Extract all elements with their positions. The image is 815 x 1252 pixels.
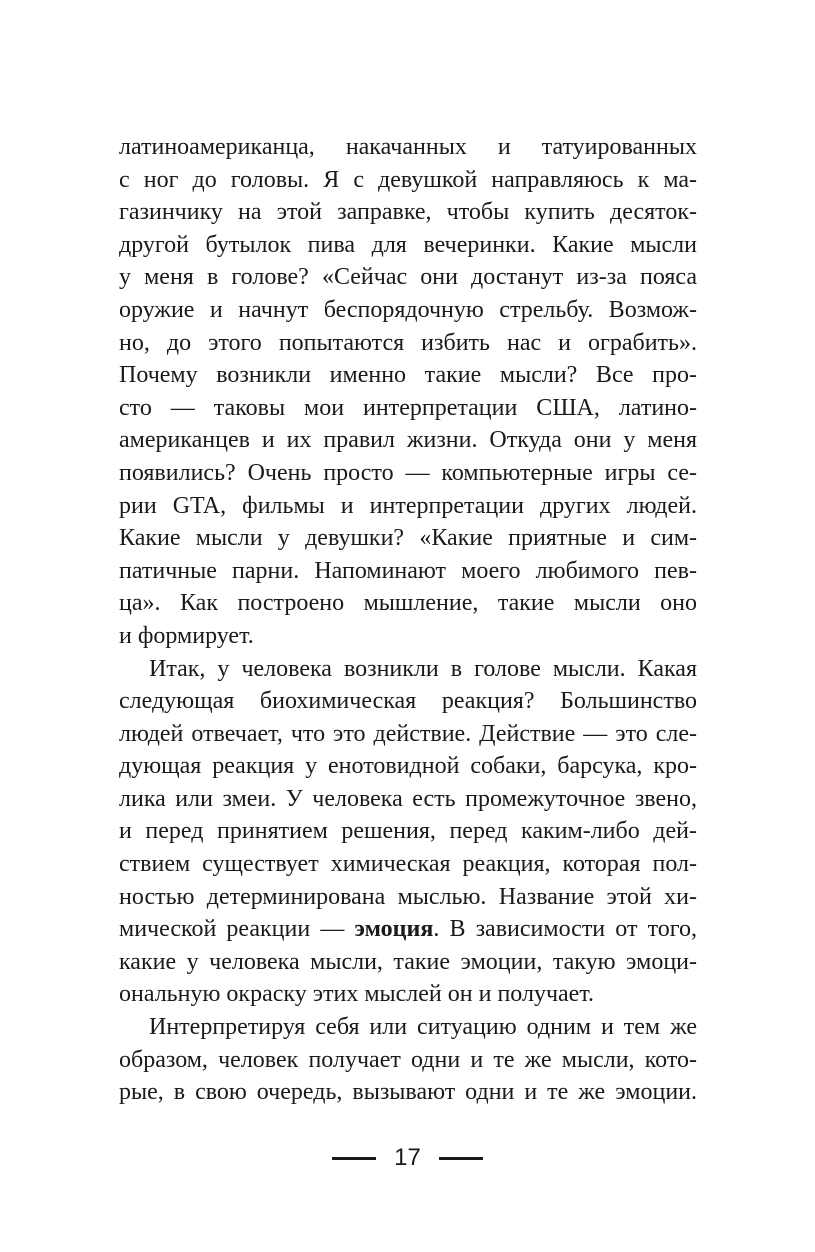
text-line: другой бутылок пива для вечеринки. Какие мысли bbox=[119, 231, 697, 258]
text-line: образом, человек получает одни и те же мысли, кото- bbox=[119, 1046, 697, 1073]
text-line: Почему возникли именно такие мысли? Все про- bbox=[119, 362, 697, 389]
text-line: Какие мысли у девушки? «Какие приятные и сим- bbox=[119, 525, 697, 552]
text-line: Интерпретируя себя или ситуацию одним и тем же bbox=[149, 1014, 697, 1041]
text-line: лика или змеи. У человека есть промежуточное звено, bbox=[119, 785, 697, 812]
page-number: 17 bbox=[394, 1144, 421, 1171]
paragraph-1 bbox=[119, 131, 697, 653]
text-line-with-term bbox=[119, 913, 697, 946]
text-line: сто — таковы мои интерпретации США, латино- bbox=[119, 394, 697, 421]
footer-dash-left bbox=[332, 1157, 376, 1160]
text-line: и перед принятием решения, перед каким-либо дей- bbox=[119, 818, 697, 845]
line-suffix: . В зависимости от того, bbox=[433, 916, 698, 943]
text-line: патичные парни. Напоминают моего любимого пев- bbox=[119, 557, 697, 584]
bold-term: эмоция bbox=[354, 916, 434, 943]
text-line: следующая биохимическая реакция? Большинство bbox=[119, 688, 697, 715]
paragraph-3 bbox=[119, 1011, 697, 1109]
text-line: появились? Очень просто — компьютерные игры се- bbox=[119, 459, 697, 486]
text-line: и формирует. bbox=[119, 622, 254, 649]
text-line: но, до этого попытаются избить нас и ограбить». bbox=[119, 329, 697, 356]
paragraph-2 bbox=[119, 653, 697, 1012]
text-line: людей отвечает, что это действие. Действие — это сле- bbox=[119, 720, 697, 747]
text-line: у меня в голове? «Сейчас они достанут из-за пояса bbox=[119, 264, 697, 291]
footer-dash-right bbox=[439, 1157, 483, 1160]
text-line: ствием существует химическая реакция, которая пол- bbox=[119, 851, 697, 878]
text-line: дующая реакция у енотовидной собаки, барсука, кро- bbox=[119, 753, 697, 780]
text-line: какие у человека мысли, такие эмоции, такую эмоци- bbox=[119, 948, 697, 975]
line-prefix: мической реакции — bbox=[119, 916, 355, 943]
text-line: ональную окраску этих мыслей он и получает. bbox=[119, 981, 595, 1008]
page-footer bbox=[0, 1138, 815, 1178]
text-line: американцев и их правил жизни. Откуда они у меня bbox=[119, 427, 697, 454]
text-line: Итак, у человека возникли в голове мысли. Какая bbox=[149, 655, 697, 682]
text-line: газинчику на этой заправке, чтобы купить десяток- bbox=[119, 199, 697, 226]
text-line: с ног до головы. Я с девушкой направляюсь к ма- bbox=[119, 166, 697, 193]
text-line: рые, в свою очередь, вызывают одни и те же эмоции. bbox=[119, 1079, 697, 1106]
text-line: рии GTA, фильмы и интерпретации других людей. bbox=[119, 492, 697, 519]
text-line: ностью детерминирована мыслью. Название этой хи- bbox=[119, 883, 697, 910]
text-line: латиноамериканца, накачанных и татуированных bbox=[119, 134, 697, 160]
text-line: оружие и начнут беспорядочную стрельбу. Возмож- bbox=[119, 296, 697, 323]
body-text bbox=[119, 131, 697, 1109]
text-line: ца». Как построено мышление, такие мысли оно bbox=[119, 590, 697, 617]
